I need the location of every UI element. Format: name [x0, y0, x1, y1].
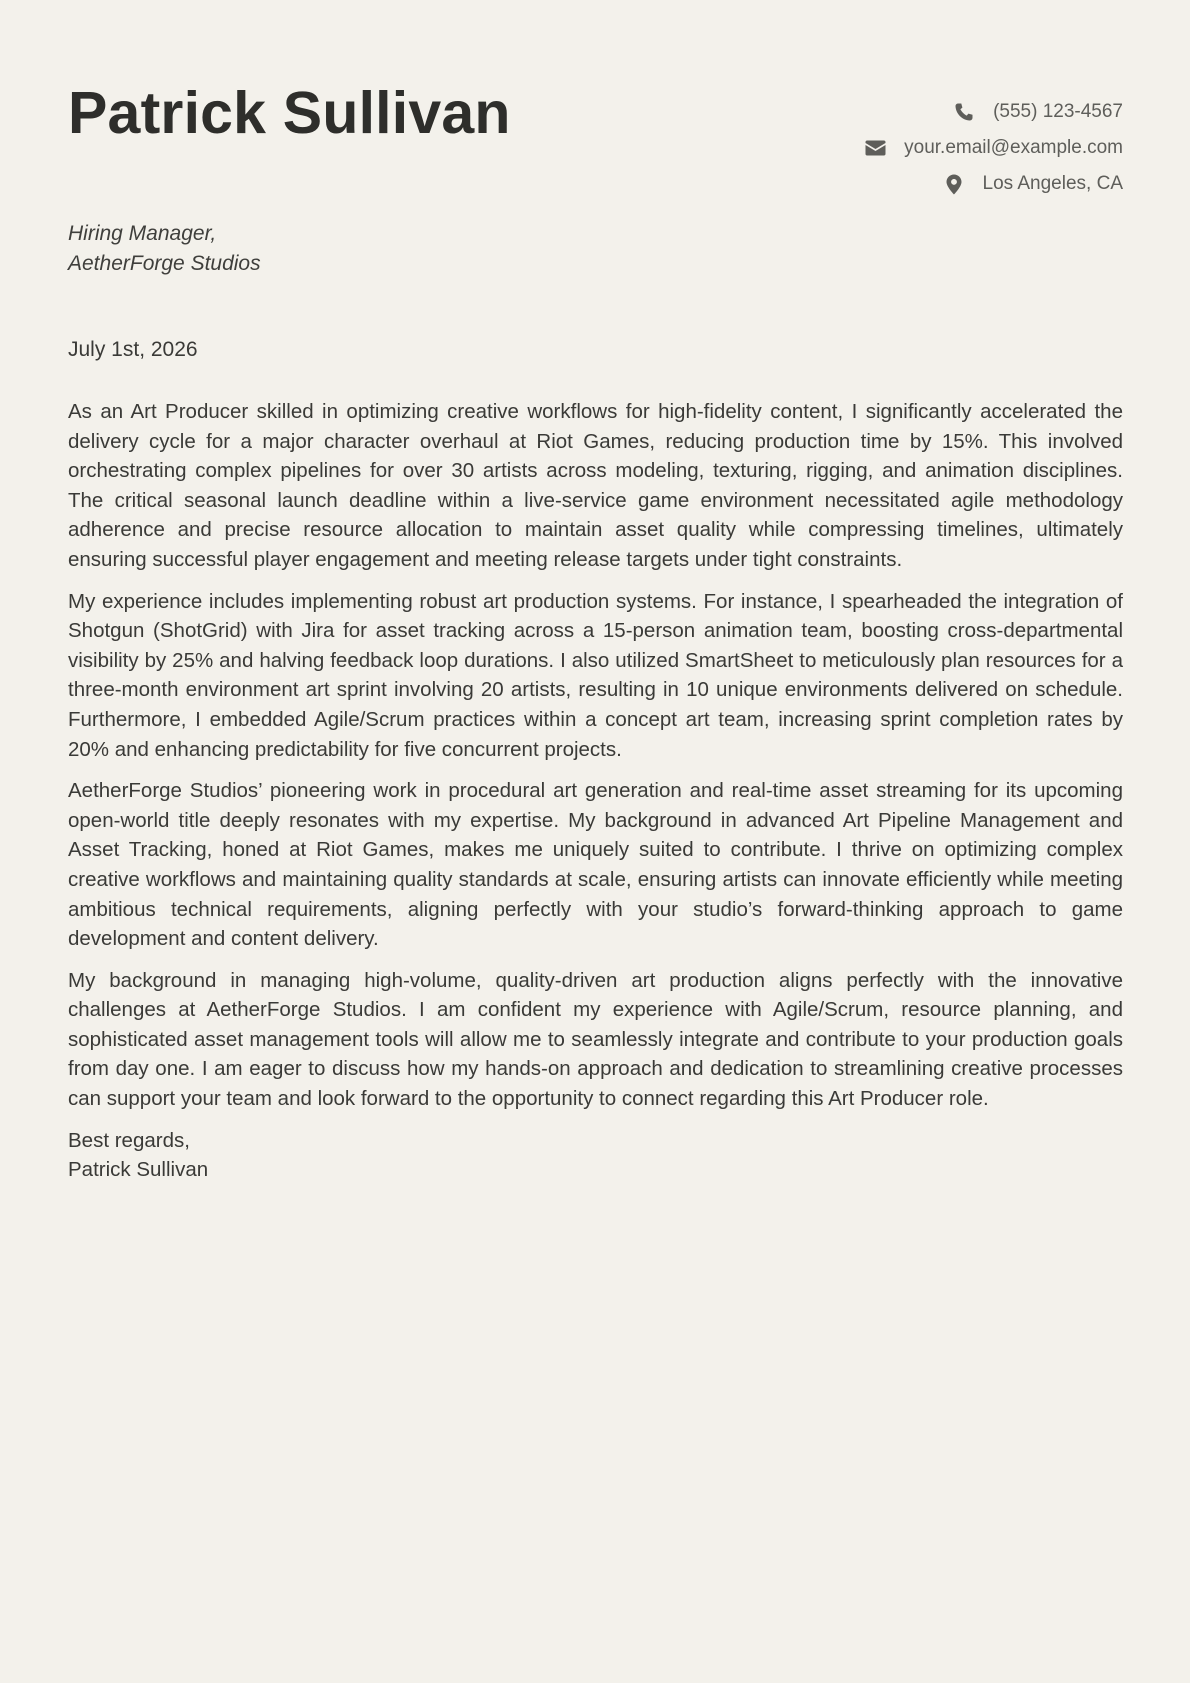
contact-email [683, 130, 1123, 166]
letter-body [68, 397, 1123, 1185]
paragraph-2: My experience includes implementing robust art production systems. For instance, I spearheaded the integration of Shotgun (ShotGrid) with Jira for asset tracking across a 15-person animation team, boosting cross-departmental visibility by 25% and halving feedback loop durations. I also utilized SmartSheet to meticulously plan resources for a three-month environment art sprint involving 20 artists, resulting in 10 unique environments delivered on schedule. Furthermore, I embedded Agile/Scrum practices within a concept art team, increasing sprint completion rates by 20% and enhancing predictability for five concurrent projects. [68, 589, 1123, 761]
contact-block [683, 94, 1123, 202]
contact-location [683, 166, 1123, 202]
envelope-icon [864, 137, 886, 159]
paragraph-1: As an Art Producer skilled in optimizing creative workflows for high-fidelity content, I significantly accelerated the delivery cycle for a major character overhaul at Riot Games, reducing production time by 15%. This involved orchestrating complex pipelines for over 30 artists across modeling, texturing, rigging, and animation disciplines. The critical seasonal launch deadline within a live-service game environment necessitated agile methodology adherence and precise resource allocation to maintain asset quality while compressing timelines, ultimately ensuring successful player engagement and meeting release targets under tight constraints. [68, 400, 1123, 571]
closing-salutation: Best regards, [68, 1128, 190, 1152]
phone-number[interactable]: (555) 123-4567 [993, 101, 1123, 122]
contact-phone [683, 94, 1123, 130]
recipient-block [68, 219, 261, 279]
paragraph-4: My background in managing high-volume, quality-driven art production aligns perfectly with the innovative challenges at AetherForge Studios. I am confident my experience with Agile/Scrum, resource planning, and sophisticated asset management tools will allow me to seamlessly integrate and contribute to your production goals from day one. I am eager to discuss how my hands-on approach and dedication to streamlining creative processes can support your team and look forward to the opportunity to connect regarding this Art Producer role. [68, 968, 1123, 1111]
applicant-name: Patrick Sullivan [68, 80, 511, 146]
map-pin-icon [943, 173, 965, 195]
recipient-company: AetherForge Studios [68, 252, 261, 275]
closing-block [68, 1126, 1123, 1185]
closing-signature: Patrick Sullivan [68, 1158, 209, 1182]
email-address[interactable]: your.email@example.com [904, 137, 1123, 158]
letter-date: July 1st, 2026 [68, 338, 198, 361]
cover-letter-page [68, 0, 1123, 1683]
paragraph-3: AetherForge Studios’ pioneering work in procedural art generation and real-time asset streaming for its upcoming open-world title deeply resonates with my expertise. My background in advanced Art Pipeline Management and Asset Tracking, honed at Riot Games, makes me uniquely suited to contribute. I thrive on optimizing complex creative workflows and maintaining quality standards at scale, ensuring artists can innovate efficiently while meeting ambitious technical requirements, aligning perfectly with your studio’s forward-thinking approach to game development and content delivery. [68, 779, 1123, 951]
recipient-title: Hiring Manager, [68, 222, 217, 245]
phone-icon [953, 101, 975, 123]
location-text: Los Angeles, CA [982, 173, 1123, 194]
